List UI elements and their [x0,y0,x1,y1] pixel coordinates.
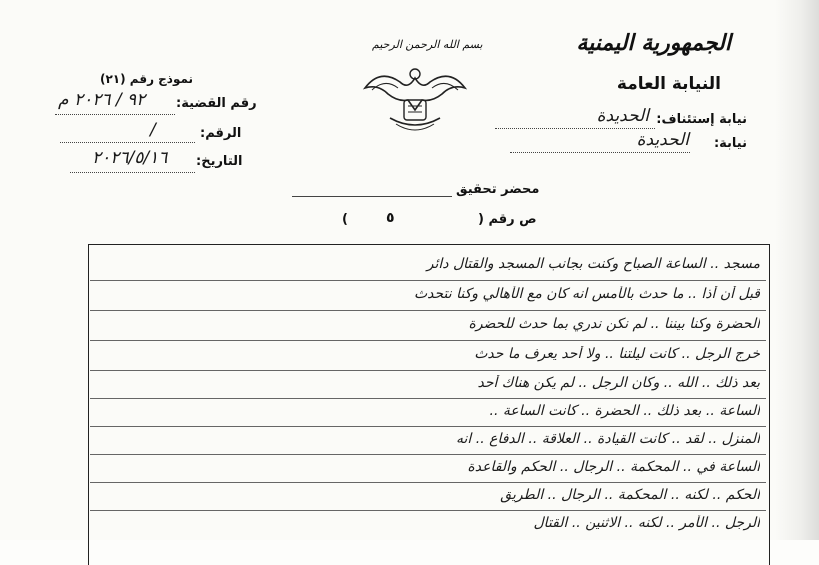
appeal-line [495,128,655,129]
ruled-line [90,370,766,371]
reference-number-label: الرقم: [200,126,242,141]
handwritten-line: بعد ذلك .. الله .. وكان الرجل .. لم يكن هناك أحد [477,375,760,391]
authority-heading: النيابة العامة [616,74,721,94]
branch-line [510,152,690,153]
handwritten-line: الساعة في .. المحكمة .. الرجال .. الحكم والقاعدة [467,459,760,475]
ruled-line [90,426,766,427]
record-title: محضر تحقيق [456,182,540,197]
page-number: ٥ [386,210,395,226]
ruled-line [90,398,766,399]
appeal-value: الحديدة [596,106,649,126]
ruled-line [90,340,766,341]
basmala: بسم الله الرحمن الرحيم [372,38,483,51]
eagle-emblem-icon [360,60,470,140]
record-title-line [292,196,452,197]
date-value: ٢٠٢٦/٥/١٦ [92,148,168,168]
ruled-line [90,280,766,281]
handwritten-line: الحكم .. لكنه .. المحكمة .. الرجال .. الطريق [500,487,760,503]
ruled-line [90,510,766,511]
date-label: التاريخ: [196,154,243,169]
reference-number-line [60,142,195,143]
case-number-line [55,114,175,115]
republic-heading: الجمهورية اليمنية [576,30,731,56]
handwritten-line: خرج الرجل .. كانت ليلتنا .. ولا أحد يعرف ما حدث [474,346,760,362]
case-number-value: ٩٢ / ٢٠٢٦ م [58,90,146,110]
handwritten-line: الحضرة وكنا بيننا .. لم نكن ندري بما حدث للحضرة [468,316,760,332]
ruled-line [90,310,766,311]
case-number-label: رقم القضية: [176,96,257,111]
branch-label: نيابة: [713,136,747,151]
handwritten-line: الساعة .. بعد ذلك .. الحضرة .. كانت الساعة .. [489,403,760,419]
page-label: ص رقم ( [478,212,537,227]
handwritten-line: قبل أن أذا .. ما حدث بالأمس انه كان مع الأهالي وكنا نتحدث [413,286,760,302]
handwritten-line: الرجل .. الأمر .. لكنه .. الاثنين .. القتال [533,515,760,531]
appeal-label: نيابة إستئناف: [656,112,747,127]
date-line [70,172,195,173]
handwritten-line: المنزل .. لقد .. كانت القيادة .. العلاقة .. الدفاع .. انه [456,431,760,447]
handwritten-line: مسجد .. الساعة الصباح وكنت بجانب المسجد والقتال دائر [426,256,760,272]
ruled-line [90,454,766,455]
page-edge-shadow [775,0,819,540]
branch-value: الحديدة [636,130,689,150]
page-close: ) [342,212,348,227]
form-number: نموذج رقم (٢١) [100,72,194,86]
reference-number-value: / [150,120,156,140]
ruled-line [90,482,766,483]
